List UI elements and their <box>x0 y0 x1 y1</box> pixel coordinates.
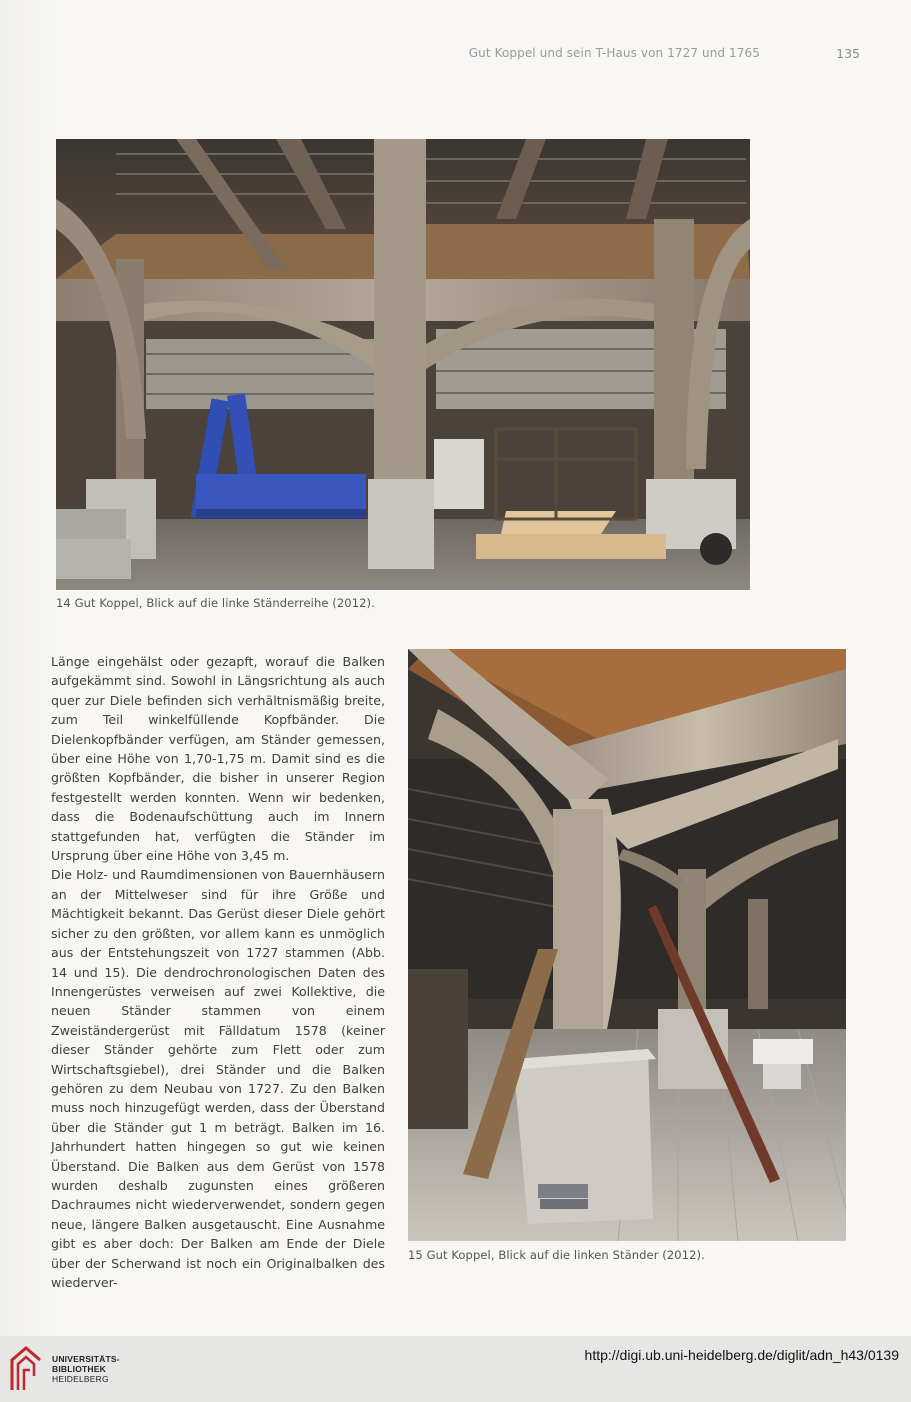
library-logo-icon <box>10 1346 44 1392</box>
library-name-line1: UNIVERSITÄTS- <box>52 1354 120 1364</box>
running-title: Gut Koppel und sein T-Haus von 1727 und 1765 <box>468 46 760 60</box>
figure-15-caption: 15 Gut Koppel, Blick auf die linken Ständer (2012). <box>408 1248 705 1262</box>
paragraph-2: Die Holz- und Raumdimensionen von Bauernhäusern an der Mittelweser sind für ihre Größe und Mächtigkeit bekannt. Das Gerüst dieser Diele gehört sicher zu den größten, vor allem kann es unmöglich aus der Entstehungszeit von 1727 stammen (Abb. 14 und 15). Die dendrochronologischen Daten des Innengerüstes verweisen auf zwei Kollektive, die neuen Ständer stammen von einem Zweiständergerüst mit Fälldatum 1578 (keiner dieser Ständer gehörte zum Flett oder zum Wirtschaftsgiebel), drei Ständer und die Balken gehören zu dem Neubau von 1727. Zu den Balken muss noch hinzugefügt werden, dass der Überstand über die Ständer gut 1 m beträgt. Balken im 16. Jahrhundert hatten hingegen so gut wie keinen Überstand. Die Balken aus dem Gerüst von 1578 wurden deshalb zugunsten eines größeren Dachraumes nicht wiederverwendet, sondern gegen neue, längere Balken ausgetauscht. Eine Ausnahme gibt es aber doch: Der Balken am Ende der Diele über der Scherwand ist noch ein Originalbalken des wiederver- <box>51 867 385 1290</box>
library-name-line3: HEIDELBERG <box>52 1374 109 1384</box>
body-text-column <box>51 652 385 1292</box>
figure-14-caption: 14 Gut Koppel, Blick auf die linke Ständerreihe (2012). <box>56 596 375 610</box>
page-number: 135 <box>836 46 860 61</box>
library-name-line2: BIBLIOTHEK <box>52 1364 106 1374</box>
digitization-footer <box>0 1336 911 1402</box>
figure-15-photo <box>408 649 846 1241</box>
source-url-link[interactable]: http://digi.ub.uni-heidelberg.de/diglit/adn_h43/0139 <box>584 1347 899 1363</box>
figure-14-photo <box>56 139 750 590</box>
library-name <box>52 1354 120 1384</box>
paragraph-1: Länge eingehälst oder gezapft, worauf die Balken aufgekämmt sind. Sowohl in Längsrichtung als auch quer zur Diele befinden sich verhältnismäßig breite, zum Teil winkelfüllende Kopfbänder. Die Dielenkopfbänder verfügen, am Ständer gemessen, über eine Höhe von 1,70-1,75 m. Damit sind es die größten Kopfbänder, die bisher in unserer Region festgestellt werden konnten. Wenn wir bedenken, dass die Bodenaufschüttung auch im Innern stattgefunden hat, verfügten die Ständer im Ursprung über eine Höhe von 3,45 m. <box>51 654 385 864</box>
